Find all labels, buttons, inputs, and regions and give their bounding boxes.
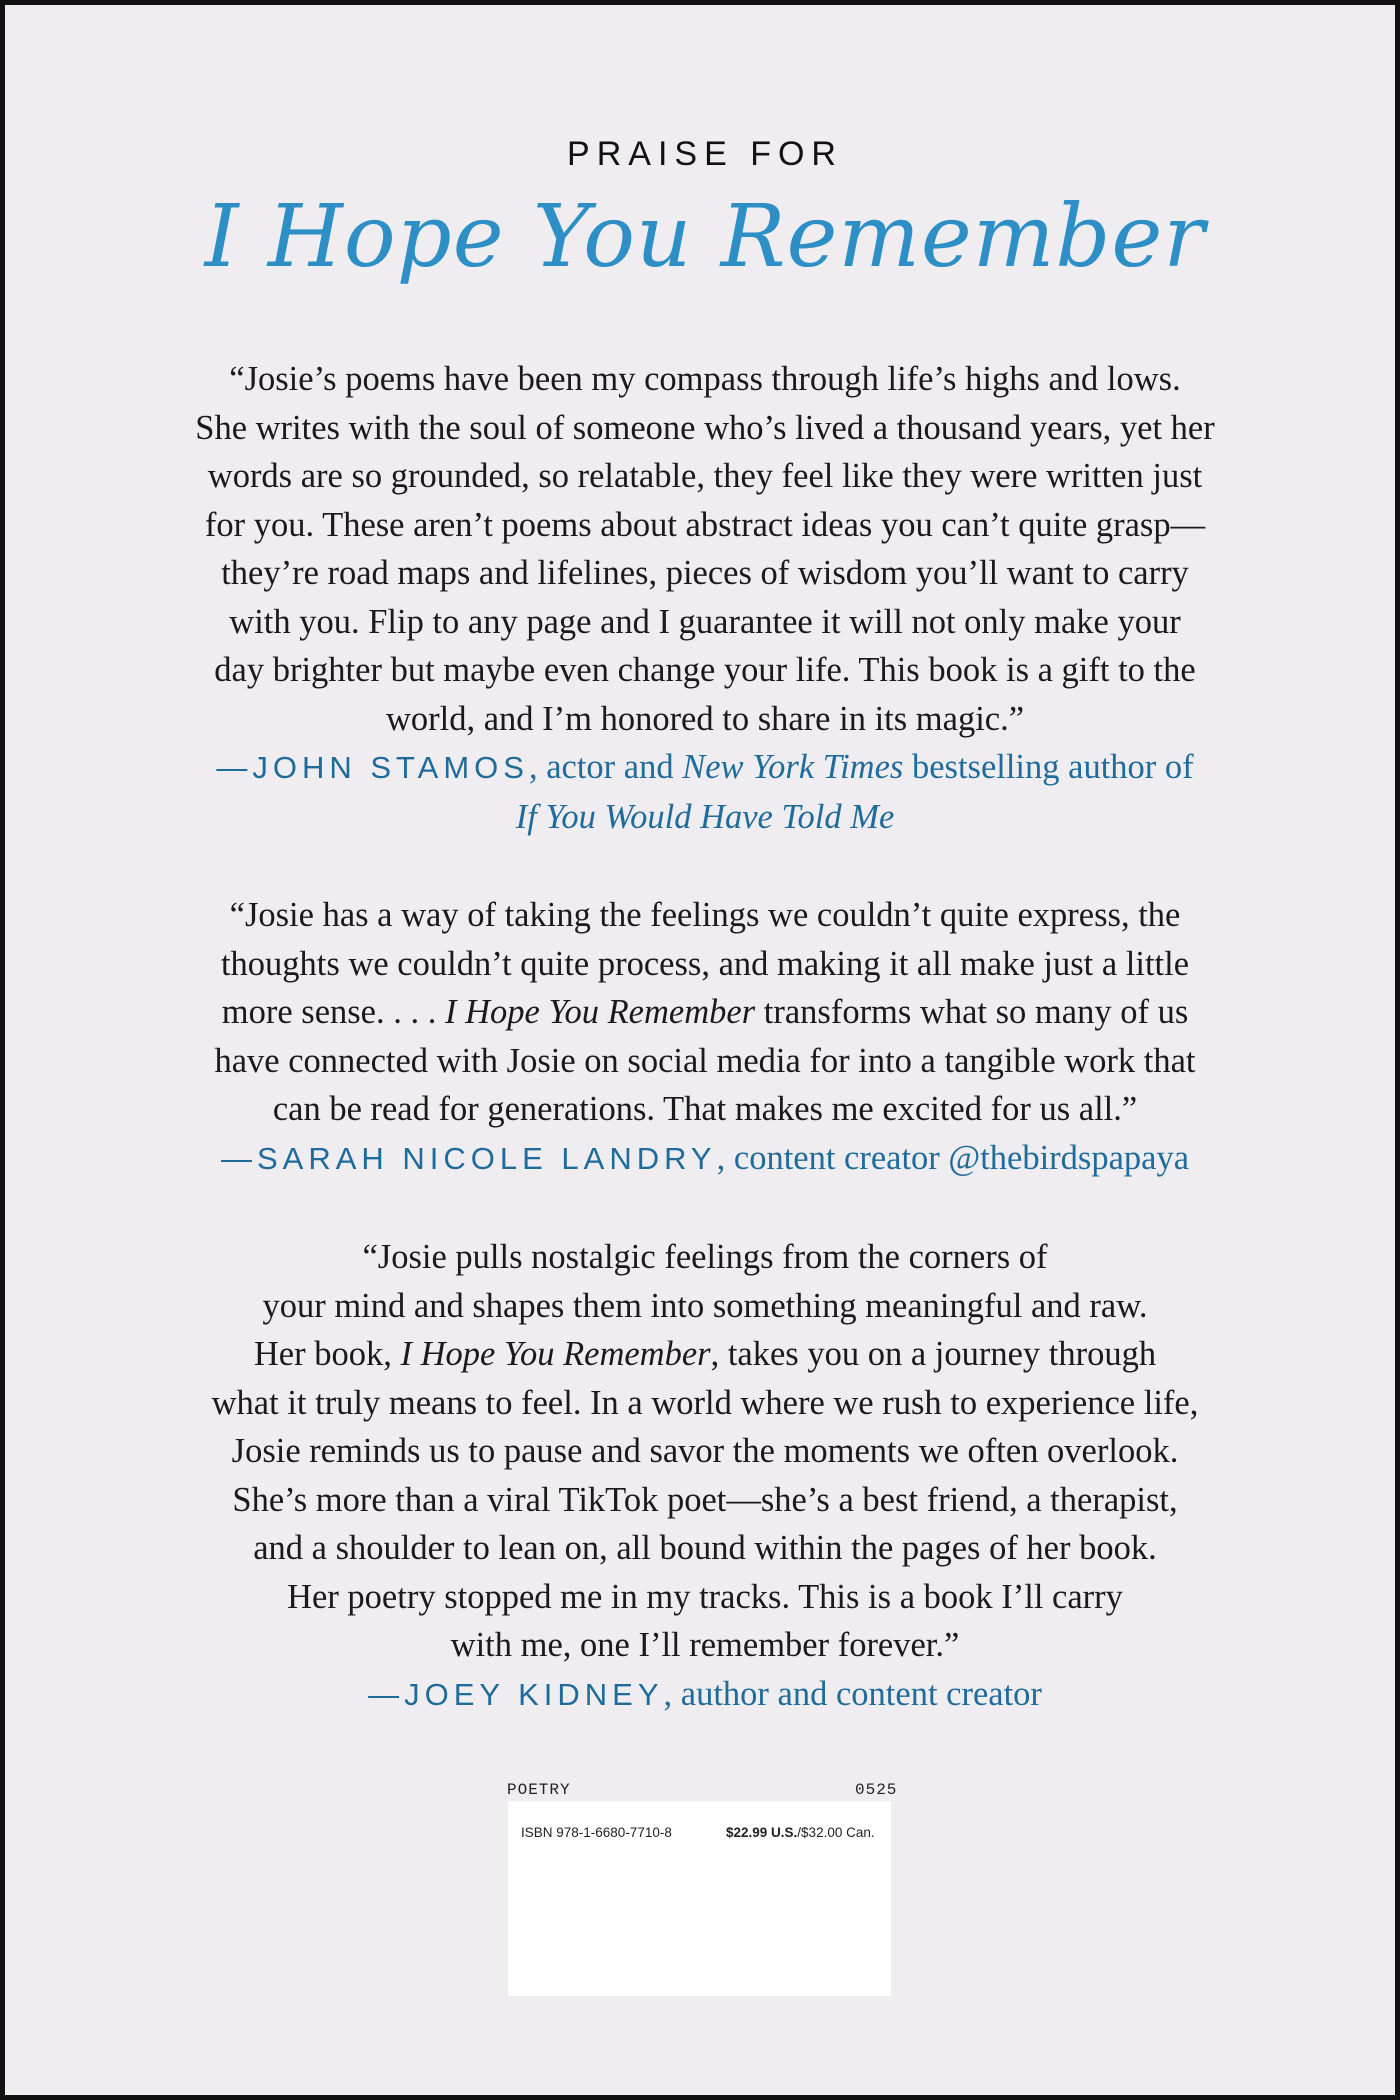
quote-line: world, and I’m honored to share in its magic.” <box>385 699 1025 738</box>
quote-line: “Josie pulls nostalgic feelings from the corners of <box>362 1238 1048 1276</box>
quote-sarah-nicole-landry <box>155 891 1255 1183</box>
attribution <box>155 1670 1255 1720</box>
quote-line: thoughts we couldn’t quite process, and making it all make just a little <box>220 944 1190 983</box>
price-code: 0525 <box>855 1781 898 1799</box>
attribution-role: , actor and <box>528 748 683 786</box>
quote-line: with me, one I’ll remember forever.” <box>450 1626 960 1664</box>
quote-line: She writes with the soul of someone who’s lived a thousand years, yet her <box>195 408 1215 447</box>
quote-line: Her poetry stopped me in my tracks. This is a book I’ll carry <box>287 1577 1123 1616</box>
price-us: $22.99 U.S. <box>726 1825 798 1840</box>
quote-line: and a shoulder to lean on, all bound within the pages of her book. <box>253 1529 1157 1567</box>
quote-line: what it truly means to feel. In a world where we rush to experience life, <box>211 1383 1199 1422</box>
price-can: /$32.00 Can. <box>797 1825 875 1840</box>
praise-for-heading: PRAISE FOR <box>567 135 843 173</box>
quote-text: more sense. . . . <box>221 993 445 1031</box>
attribution-name: —SARAH NICOLE LANDRY <box>220 1140 717 1176</box>
attribution-name: —JOHN STAMOS <box>216 750 529 785</box>
quote-line: with you. Flip to any page and I guarantee it will not only make your <box>229 602 1181 641</box>
quote-joey-kidney <box>155 1233 1255 1719</box>
attribution-publication: New York Times <box>682 748 904 786</box>
attribution-role: , author and content creator <box>663 1674 1042 1713</box>
quote-line: Josie reminds us to pause and savor the moments we often overlook. <box>231 1432 1179 1470</box>
quote-line: your mind and shapes them into something meaningful and raw. <box>262 1286 1148 1325</box>
quote-line: can be read for generations. That makes me excited for us all.” <box>272 1090 1138 1128</box>
quote-book-title: I Hope You Remember <box>400 1335 711 1373</box>
quote-line: for you. These aren’t poems about abstract ideas you can’t quite grasp— <box>204 505 1206 544</box>
attribution-book-title: If You Would Have Told Me <box>515 797 895 836</box>
quote-line: “Josie has a way of taking the feelings we couldn’t quite express, the <box>229 896 1181 934</box>
quote-book-title: I Hope You Remember <box>445 993 756 1031</box>
quote-line: She’s more than a viral TikTok poet—she’s a best friend, a therapist, <box>232 1480 1178 1519</box>
quote-line: “Josie’s poems have been my compass through life’s highs and lows. <box>229 360 1181 398</box>
quote-line: day brighter but maybe even change your life. This book is a gift to the <box>214 651 1196 689</box>
quote-text: transforms what so many of us <box>755 993 1189 1031</box>
quote-line <box>155 1330 1255 1379</box>
quote-text: , takes you on a journey through <box>710 1335 1157 1373</box>
quote-line <box>155 988 1255 1037</box>
price-text <box>726 1825 875 1840</box>
attribution-name: —JOEY KIDNEY <box>368 1676 664 1712</box>
quote-line: they’re road maps and lifelines, pieces of wisdom you’ll want to carry <box>221 554 1189 592</box>
isbn-text: ISBN 978-1-6680-7710-8 <box>521 1825 672 1840</box>
attribution-role: , content creator @thebirdspapaya <box>716 1138 1190 1177</box>
attribution <box>155 743 1255 793</box>
barcode-box <box>508 1801 891 1996</box>
category-label: POETRY <box>507 1781 571 1799</box>
quote-line: words are so grounded, so relatable, they feel like they were written just <box>207 457 1203 495</box>
attribution <box>155 1134 1255 1184</box>
book-title-script: I Hope You Remember <box>204 187 1206 287</box>
quote-text: Her book, <box>253 1335 401 1373</box>
attribution-role: bestselling author of <box>903 748 1194 786</box>
quote-john-stamos <box>155 355 1255 841</box>
quote-line: have connected with Josie on social media for into a tangible work that <box>214 1041 1196 1080</box>
